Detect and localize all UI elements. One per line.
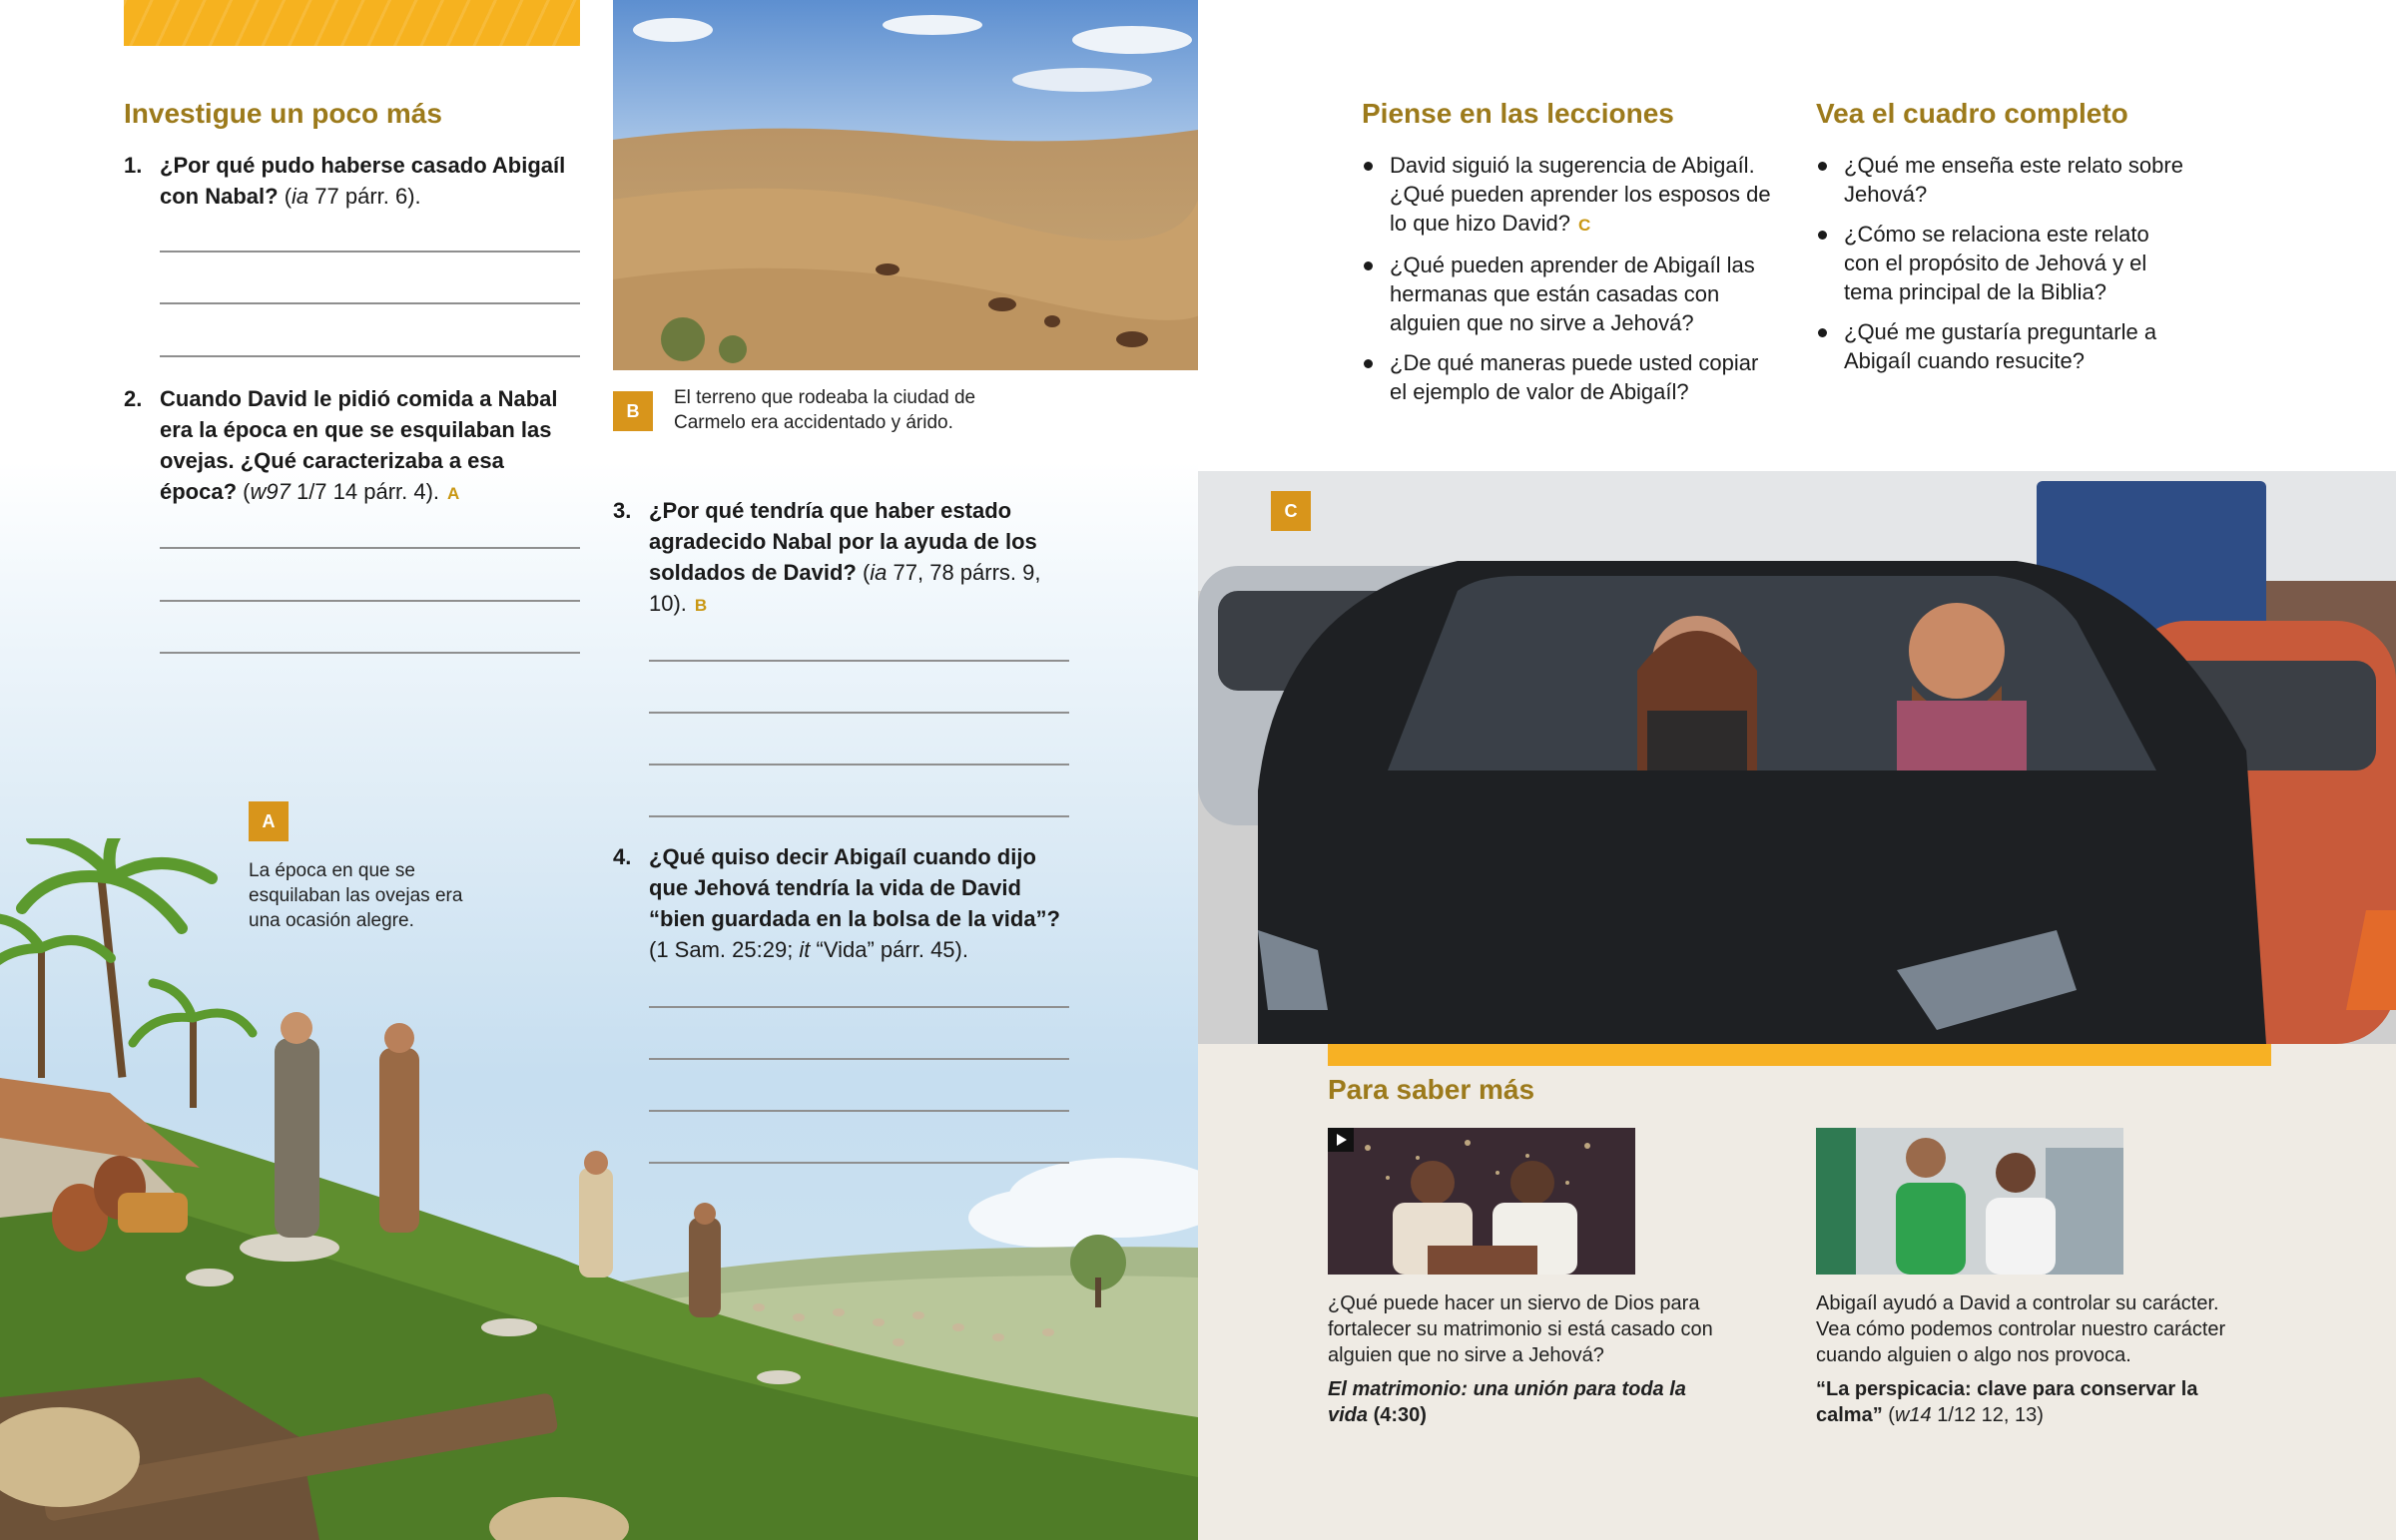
- answer-line[interactable]: [160, 547, 580, 549]
- answer-line[interactable]: [160, 251, 580, 253]
- answer-line[interactable]: [160, 652, 580, 654]
- answer-line[interactable]: [649, 1162, 1069, 1164]
- question-text: ¿Qué quiso decir Abigaíl cuando dijo que Jehová tendría la vida de David “bien guardada en la bolsa de la vida”?: [649, 844, 1060, 931]
- image-tag-b: B: [613, 391, 653, 431]
- big-picture-item: ¿Qué me enseña este relato sobre Jehová?: [1816, 151, 2185, 209]
- article-thumbnail[interactable]: [1816, 1128, 2123, 1275]
- video-title[interactable]: El matrimonio: una unión para toda la vida (4:30): [1328, 1378, 1686, 1426]
- article-description: Abigaíl ayudó a David a controlar su carácter. Vea cómo podemos controlar nuestro carácter cuando alguien o algo nos provoca.: [1816, 1292, 2226, 1366]
- big-picture-item: ¿Cómo se relaciona este relato con el propósito de Jehová y el tema principal de la Biblia?: [1816, 220, 2185, 306]
- video-description: ¿Qué puede hacer un siervo de Dios para fortalecer su matrimonio si está casado con alguien que no sirve a Jehová?: [1328, 1292, 1713, 1366]
- question-1: 1. ¿Por qué pudo haberse casado Abigaíl con Nabal? (ia 77 párr. 6).: [124, 150, 583, 212]
- article-title[interactable]: “La perspicacia: clave para conservar la calma” (w14 1/12 12, 13): [1816, 1378, 2198, 1426]
- question-3: 3. ¿Por qué tendría que haber estado agradecido Nabal por la ayuda de los soldados de David? (ia 77, 78 párrs. 9, 10). B: [613, 495, 1052, 621]
- lessons-title: Piense en las lecciones: [1362, 98, 1674, 129]
- answer-line[interactable]: [160, 355, 580, 357]
- video-thumbnail[interactable]: [1328, 1128, 1635, 1275]
- question-number: 4.: [613, 844, 632, 869]
- question-text: Cuando David le pidió comida a Nabal era la época en que se esquilaban las ovejas. ¿Qué caracterizaba a esa época?: [160, 386, 558, 504]
- big-picture-title: Vea el cuadro completo: [1816, 98, 2128, 129]
- answer-line[interactable]: [649, 712, 1069, 714]
- learn-more-accent-bar: [1328, 1044, 2271, 1066]
- lesson-item: David siguió la sugerencia de Abigaíl. ¿Qué pueden aprender los esposos de lo que hizo David? C: [1362, 151, 1781, 240]
- answer-line[interactable]: [160, 600, 580, 602]
- image-marker: B: [694, 596, 708, 615]
- question-number: 2.: [124, 386, 143, 411]
- lessons-list: [1362, 151, 1781, 417]
- lesson-item: ¿De qué maneras puede usted copiar el ejemplo de valor de Abigaíl?: [1362, 348, 1781, 406]
- big-picture-item: ¿Qué me gustaría preguntarle a Abigaíl cuando resucite?: [1816, 317, 2185, 375]
- answer-line[interactable]: [160, 302, 580, 304]
- answer-line[interactable]: [649, 1110, 1069, 1112]
- desert-landscape-photo: [613, 0, 1198, 370]
- caption-b: El terreno que rodeaba la ciudad de Carmelo era accidentado y árido.: [674, 387, 976, 433]
- big-picture-list: [1816, 151, 2185, 386]
- question-2: 2. Cuando David le pidió comida a Nabal era la época en que se esquilaban las ovejas. ¿Qué caracterizaba a esa época? (w97 1/7 14 párr. 4). A: [124, 383, 583, 509]
- answer-line[interactable]: [649, 1006, 1069, 1008]
- answer-line[interactable]: [649, 815, 1069, 817]
- question-number: 3.: [613, 498, 632, 523]
- question-number: 1.: [124, 153, 143, 178]
- image-tag-a: A: [249, 801, 289, 841]
- answer-line[interactable]: [649, 1058, 1069, 1060]
- section-title-investigue: Investigue un poco más: [124, 98, 442, 129]
- question-text: ¿Por qué pudo haberse casado Abigaíl con Nabal?: [160, 153, 566, 209]
- answer-line[interactable]: [649, 764, 1069, 766]
- question-4: 4. ¿Qué quiso decir Abigaíl cuando dijo que Jehová tendría la vida de David “bien guardada en la bolsa de la vida”? (1 Sam. 25:29; it “Vida” párr. 45).: [613, 841, 1062, 965]
- question-text: ¿Por qué tendría que haber estado agradecido Nabal por la ayuda de los soldados de David?: [649, 498, 1037, 585]
- image-marker: C: [1578, 216, 1591, 235]
- car-argument-photo: [1198, 471, 2396, 1044]
- caption-a: La época en que se esquilaban las ovejas era una ocasión alegre.: [249, 860, 463, 931]
- answer-line[interactable]: [649, 660, 1069, 662]
- top-accent-band: [124, 0, 580, 46]
- lesson-item: ¿Qué pueden aprender de Abigaíl las hermanas que están casadas con alguien que no sirve a Jehová?: [1362, 251, 1781, 337]
- image-tag-c: C: [1271, 491, 1311, 531]
- learn-more-title: Para saber más: [1328, 1074, 1535, 1105]
- image-marker: A: [447, 484, 460, 503]
